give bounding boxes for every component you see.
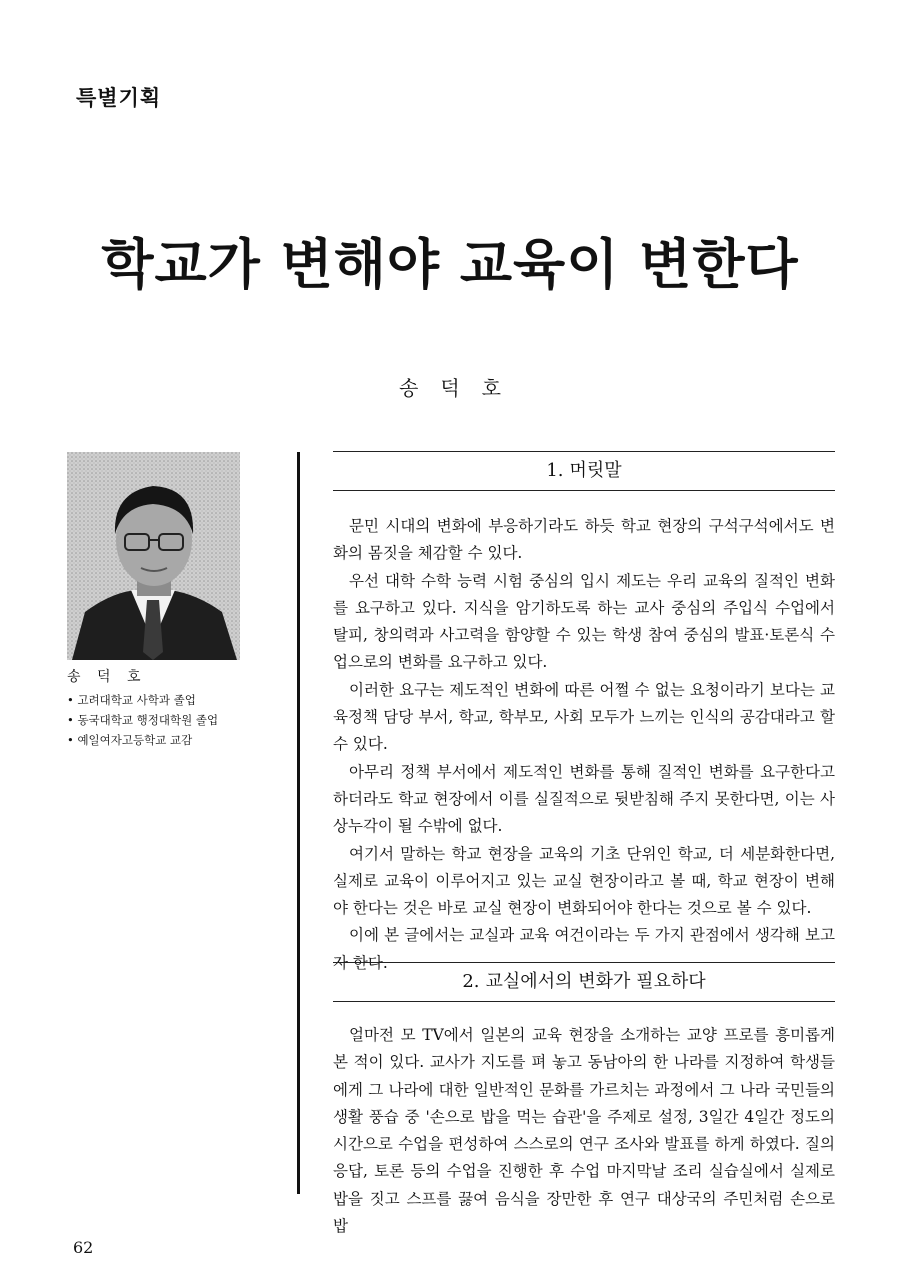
- section-1-number: 1.: [546, 460, 564, 481]
- bio-list: [67, 690, 218, 750]
- article-author: 송덕호: [399, 376, 523, 400]
- paragraph: 얼마전 모 TV에서 일본의 교육 현장을 소개하는 교양 프로를 흥미롭게 본 적이 있다. 교사가 지도를 펴 놓고 동남아의 한 나라를 지정하여 학생들에게 그 나라에 대한 일반적인 문화를 가르치는 과정에서 그 나라 국민들의 생활 풍습 중 '손으로 밥을 먹는 습관'을 주제로 설정, 3일간 4일간 정도의 시간으로 수업을 편성하여 스스로의 연구 조사와 발표를 하게 하였다. 질의응답, 토론 등의 수업을 진행한 후 수업 마지막날 조리 실습실에서 실제로 밥을 짓고 스프를 끓여 음식을 장만한 후 연구 대상국의 주민처럼 손으로 밥: [333, 1026, 835, 1236]
- paragraph: 이에 본 글에서는 교실과 교육 여건이라는 두 가지 관점에서 생각해 보고자 한다.: [333, 926, 835, 972]
- paragraph: 아무리 정책 부서에서 제도적인 변화를 통해 질적인 변화를 요구한다고 하더라도 학교 현장에서 이를 실질적으로 뒷받침해 주지 못한다면, 이는 사상누각이 될 수밖에 없다.: [333, 762, 835, 836]
- paragraph: 우선 대학 수학 능력 시험 중심의 입시 제도는 우리 교육의 질적인 변화를 요구하고 있다. 지식을 암기하도록 하는 교사 중심의 주입식 수업에서 탈피, 창의력과 사고력을 함양할 수 있는 학생 참여 중심의 발표·토론식 수업으로의 변화를 요구하고 있다.: [333, 571, 835, 672]
- author-photo: [67, 452, 240, 660]
- section-1-heading: [333, 451, 835, 491]
- paragraph: 이러한 요구는 제도적인 변화에 따른 어쩔 수 없는 요청이라기 보다는 교육정책 담당 부서, 학교, 학부모, 사회 모두가 느끼는 인식의 공감대라고 할 수 있다.: [333, 680, 835, 754]
- section-2-heading: [333, 962, 835, 1002]
- column-divider: [297, 452, 300, 1194]
- bio-item: • 고려대학교 사학과 졸업: [67, 693, 196, 707]
- section-1: [333, 451, 835, 977]
- article-title: 학교가 변해야 교육이 변한다: [101, 233, 799, 296]
- bio-item: • 예일여자고등학교 교감: [67, 733, 193, 747]
- bio-item: • 동국대학교 행정대학원 졸업: [67, 713, 219, 727]
- author-portrait-image: [67, 452, 240, 660]
- bio-name: 송 덕 호: [67, 669, 147, 685]
- section-2: [333, 962, 835, 1240]
- paragraph: 문민 시대의 변화에 부응하기라도 하듯 학교 현장의 구석구석에서도 변화의 몸짓을 체감할 수 있다.: [333, 517, 835, 563]
- section-2-number: 2.: [462, 971, 480, 992]
- series-label: 특별기획: [76, 86, 162, 110]
- section-2-title: 교실에서의 변화가 필요하다: [485, 971, 706, 992]
- paragraph: 여기서 말하는 학교 현장을 교육의 기초 단위인 학교, 더 세분화한다면, 실제로 교육이 이루어지고 있는 교실 현장이라고 볼 때, 학교 현장이 변해야 한다는 것은 바로 교실 현장이 변화되어야 한다는 것으로 볼 수 있다.: [333, 844, 835, 918]
- page-number: 62: [73, 1238, 94, 1257]
- section-1-title: 머릿말: [569, 460, 622, 481]
